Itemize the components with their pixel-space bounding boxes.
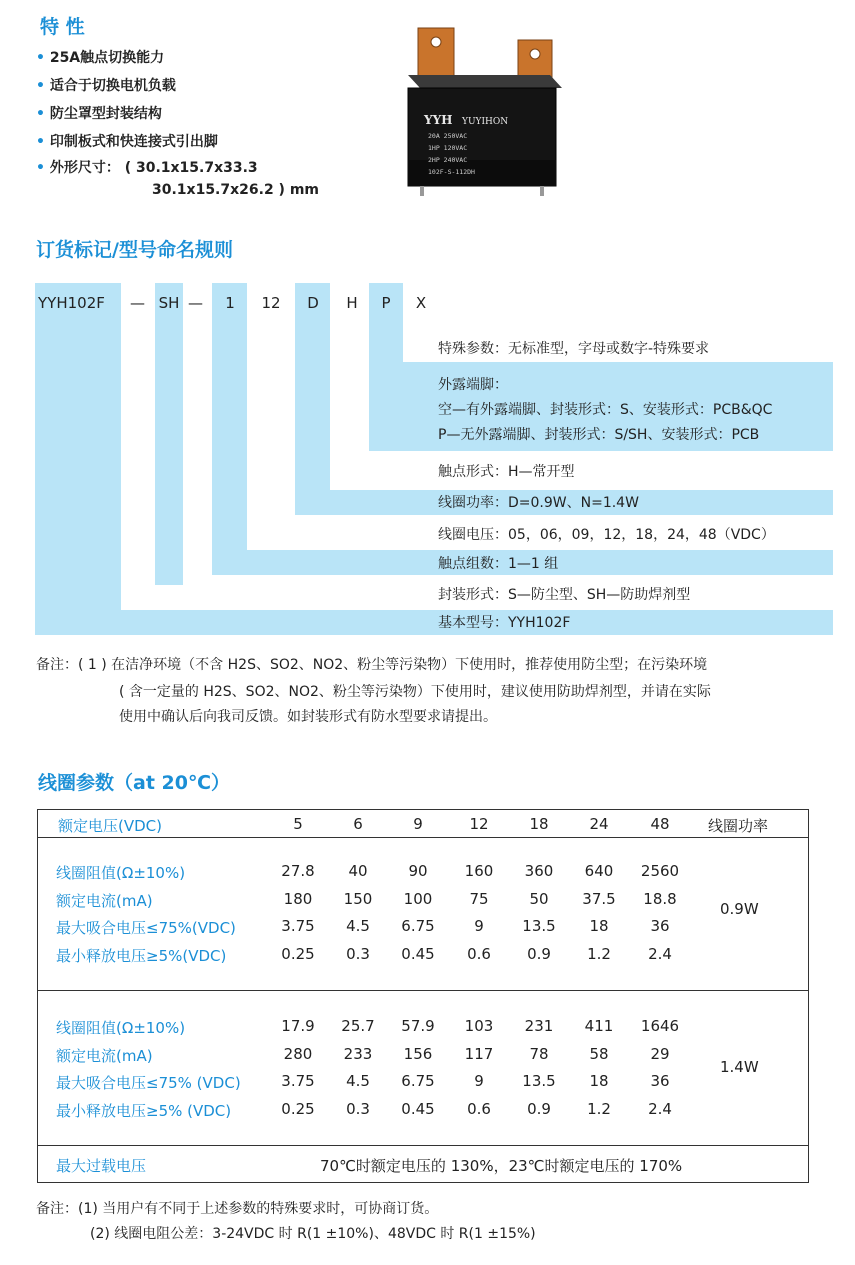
feature-item: • 印制板式和快连接式引出脚	[36, 134, 218, 150]
table-cell: 2560	[640, 862, 680, 880]
table-cell: 6.75	[401, 917, 435, 935]
desc-terminals-b: P—无外露端脚、封装形式：S/SH、安装形式：PCB	[438, 427, 760, 443]
order-note-3: 使用中确认后向我司反馈。如封装形式有防水型要求请提出。	[119, 709, 497, 725]
relay-illustration	[400, 20, 580, 200]
table-cell: 90	[408, 862, 428, 880]
voltage-header: 24	[589, 815, 609, 833]
table-cell: 150	[343, 889, 373, 908]
table-cell: 160	[464, 862, 494, 880]
row-label: 线圈阻值(Ω±10%)	[56, 864, 186, 882]
table-cell: 75	[469, 889, 489, 908]
table-cell: 27.8	[281, 862, 315, 880]
table-cell: 117	[464, 1044, 494, 1063]
desc-special: 特殊参数：无标准型，字母或数字-特殊要求	[438, 341, 710, 357]
table-cell: 4.5	[346, 917, 370, 935]
header-label: 额定电压(VDC)	[58, 817, 162, 835]
desc-contact-groups: 触点组数：1—1 组	[438, 556, 559, 572]
table-cell: 36	[650, 917, 670, 935]
desc-contact-form: 触点形式：H—常开型	[438, 464, 575, 480]
table-cell: 18.8	[643, 889, 677, 908]
bar-coil-power	[295, 283, 330, 515]
row-label: 额定电流(mA)	[56, 1046, 153, 1065]
table-cell: 9	[474, 917, 484, 935]
order-note-1: 备注：( 1 ) 在洁净环境（不含 H2S、SO2、NO2、粉尘等污染物）下使用时，推荐使用防尘型；在污染环境	[36, 657, 708, 673]
feature-dimension: • 外形尺寸： ( 30.1x15.7x33.3	[36, 160, 258, 176]
table-cell: 0.25	[281, 1099, 315, 1118]
table-cell: 25.7	[341, 1017, 375, 1035]
desc-coil-power: 线圈功率：D=0.9W、N=1.4W	[438, 495, 639, 511]
table-cell: 3.75	[281, 1072, 315, 1090]
bar-base-model	[35, 283, 121, 635]
table-cell: 9	[474, 1072, 484, 1090]
feature-dimension-2: 30.1x15.7x26.2 ) mm	[152, 182, 320, 198]
table-cell: 180	[283, 889, 313, 908]
desc-coil-voltage: 线圈电压：05，06，09，12，18，24，48（VDC）	[438, 527, 775, 543]
features-title: 特 性	[40, 16, 85, 38]
table-cell: 57.9	[401, 1017, 435, 1035]
table-cell: 0.25	[281, 944, 315, 963]
table-cell: 18	[589, 917, 609, 935]
feature-item: • 适合于切换电机负载	[36, 78, 176, 94]
code-contact-form: H	[346, 294, 358, 312]
table-cell: 36	[650, 1072, 670, 1090]
overload-value: 70℃时额定电压的 130%，23℃时额定电压的 170%	[320, 1157, 683, 1175]
table-cell: 58	[589, 1044, 609, 1063]
table-cell: 2.4	[648, 944, 672, 963]
table-cell: 2.4	[648, 1099, 672, 1118]
voltage-header: 12	[469, 815, 489, 833]
bar-contact-groups	[212, 283, 247, 575]
table-cell: 231	[524, 1017, 554, 1035]
voltage-header: 6	[353, 815, 363, 833]
overload-label: 最大过载电压	[56, 1157, 147, 1175]
table-cell: 0.3	[346, 1099, 370, 1118]
table-cell: 37.5	[582, 889, 616, 908]
voltage-header: 18	[529, 815, 549, 833]
table-cell: 0.6	[467, 944, 491, 963]
feature-item: • 25A触点切换能力	[36, 50, 165, 66]
table-cell: 0.3	[346, 944, 370, 963]
table-cell: 13.5	[522, 917, 556, 935]
code-package: SH	[158, 294, 180, 312]
table-cell: 0.45	[401, 944, 435, 963]
svg-text:1HP 120VAC: 1HP 120VAC	[428, 144, 468, 152]
table-cell: 156	[403, 1044, 433, 1063]
code-dash: —	[130, 294, 145, 312]
svg-text:20A 250VAC: 20A 250VAC	[428, 132, 468, 140]
code-dash: —	[188, 294, 203, 312]
relay-brand-mark: YYH	[424, 113, 453, 127]
terminal-left	[418, 28, 454, 80]
group-power: 1.4W	[720, 1058, 759, 1076]
code-special: X	[415, 294, 427, 312]
table-cell: 0.9	[527, 944, 551, 963]
table-cell: 3.75	[281, 917, 315, 935]
table-cell: 0.6	[467, 1099, 491, 1118]
table-cell: 411	[584, 1017, 614, 1035]
table-cell: 233	[343, 1044, 373, 1063]
power-header: 线圈功率	[708, 817, 769, 835]
table-cell: 0.45	[401, 1099, 435, 1118]
row-label: 额定电流(mA)	[56, 891, 153, 910]
desc-terminals: 外露端脚：	[438, 377, 508, 393]
row-label: 最大吸合电压≤75% (VDC)	[56, 1074, 241, 1092]
svg-text:102F-S-112DH: 102F-S-112DH	[428, 168, 475, 176]
table-cell: 18	[589, 1072, 609, 1090]
table-cell: 280	[283, 1044, 313, 1063]
table-cell: 0.9	[527, 1099, 551, 1118]
row-label: 最小释放电压≥5% (VDC)	[56, 1101, 232, 1120]
table-cell: 100	[403, 889, 433, 908]
table-cell: 103	[464, 1017, 494, 1035]
table-cell: 1.2	[587, 1099, 611, 1118]
table-cell: 1646	[640, 1017, 680, 1035]
desc-package: 封装形式：S—防尘型、SH—防助焊剂型	[438, 587, 691, 603]
voltage-header: 9	[413, 815, 423, 833]
code-terminals: P	[381, 294, 391, 312]
feature-item: • 防尘罩型封装结构	[36, 106, 162, 122]
code-coil-power: D	[307, 294, 319, 312]
row-label: 线圈阻值(Ω±10%)	[56, 1019, 186, 1037]
table-cell: 50	[529, 889, 549, 908]
svg-text:YUYIHON: YUYIHON	[462, 117, 509, 127]
svg-text:2HP 240VAC: 2HP 240VAC	[428, 156, 468, 164]
voltage-header: 5	[293, 815, 303, 833]
table-cell: 40	[348, 862, 368, 880]
table-cell: 17.9	[281, 1017, 315, 1035]
coil-title: 线圈参数（at 20℃）	[38, 772, 230, 794]
order-note-2: ( 含一定量的 H2S、SO2、NO2、粉尘等污染物）下使用时，建议使用防助焊剂型，并请在实际	[119, 684, 711, 700]
code-base: YYH102F	[38, 294, 105, 312]
desc-terminals-a: 空—有外露端脚、封装形式：S、安装形式：PCB&QC	[438, 402, 773, 418]
table-cell: 78	[529, 1044, 549, 1063]
order-title: 订货标记/型号命名规则	[36, 239, 233, 261]
coil-note-2: (2) 线圈电阻公差：3-24VDC 时 R(1 ±10%)、48VDC 时 R(1 ±15%)	[90, 1226, 536, 1242]
table-cell: 640	[584, 862, 614, 880]
table-cell: 4.5	[346, 1072, 370, 1090]
code-contact-groups: 1	[225, 294, 235, 312]
desc-base-model: 基本型号：YYH102F	[438, 615, 571, 631]
coil-note-1: 备注：(1) 当用户有不同于上述参数的特殊要求时，可协商订货。	[36, 1201, 439, 1217]
bar-package	[155, 283, 183, 585]
table-cell: 13.5	[522, 1072, 556, 1090]
table-cell: 360	[524, 862, 554, 880]
row-label: 最小释放电压≥5%(VDC)	[56, 946, 227, 965]
row-label: 最大吸合电压≤75%(VDC)	[56, 919, 236, 937]
group-power: 0.9W	[720, 900, 759, 918]
table-cell: 6.75	[401, 1072, 435, 1090]
voltage-header: 48	[650, 815, 670, 833]
code-coil-voltage: 12	[261, 294, 281, 312]
table-cell: 29	[650, 1044, 670, 1063]
relay-image	[400, 20, 580, 200]
coil-table	[37, 809, 809, 1183]
table-cell: 1.2	[587, 944, 611, 963]
